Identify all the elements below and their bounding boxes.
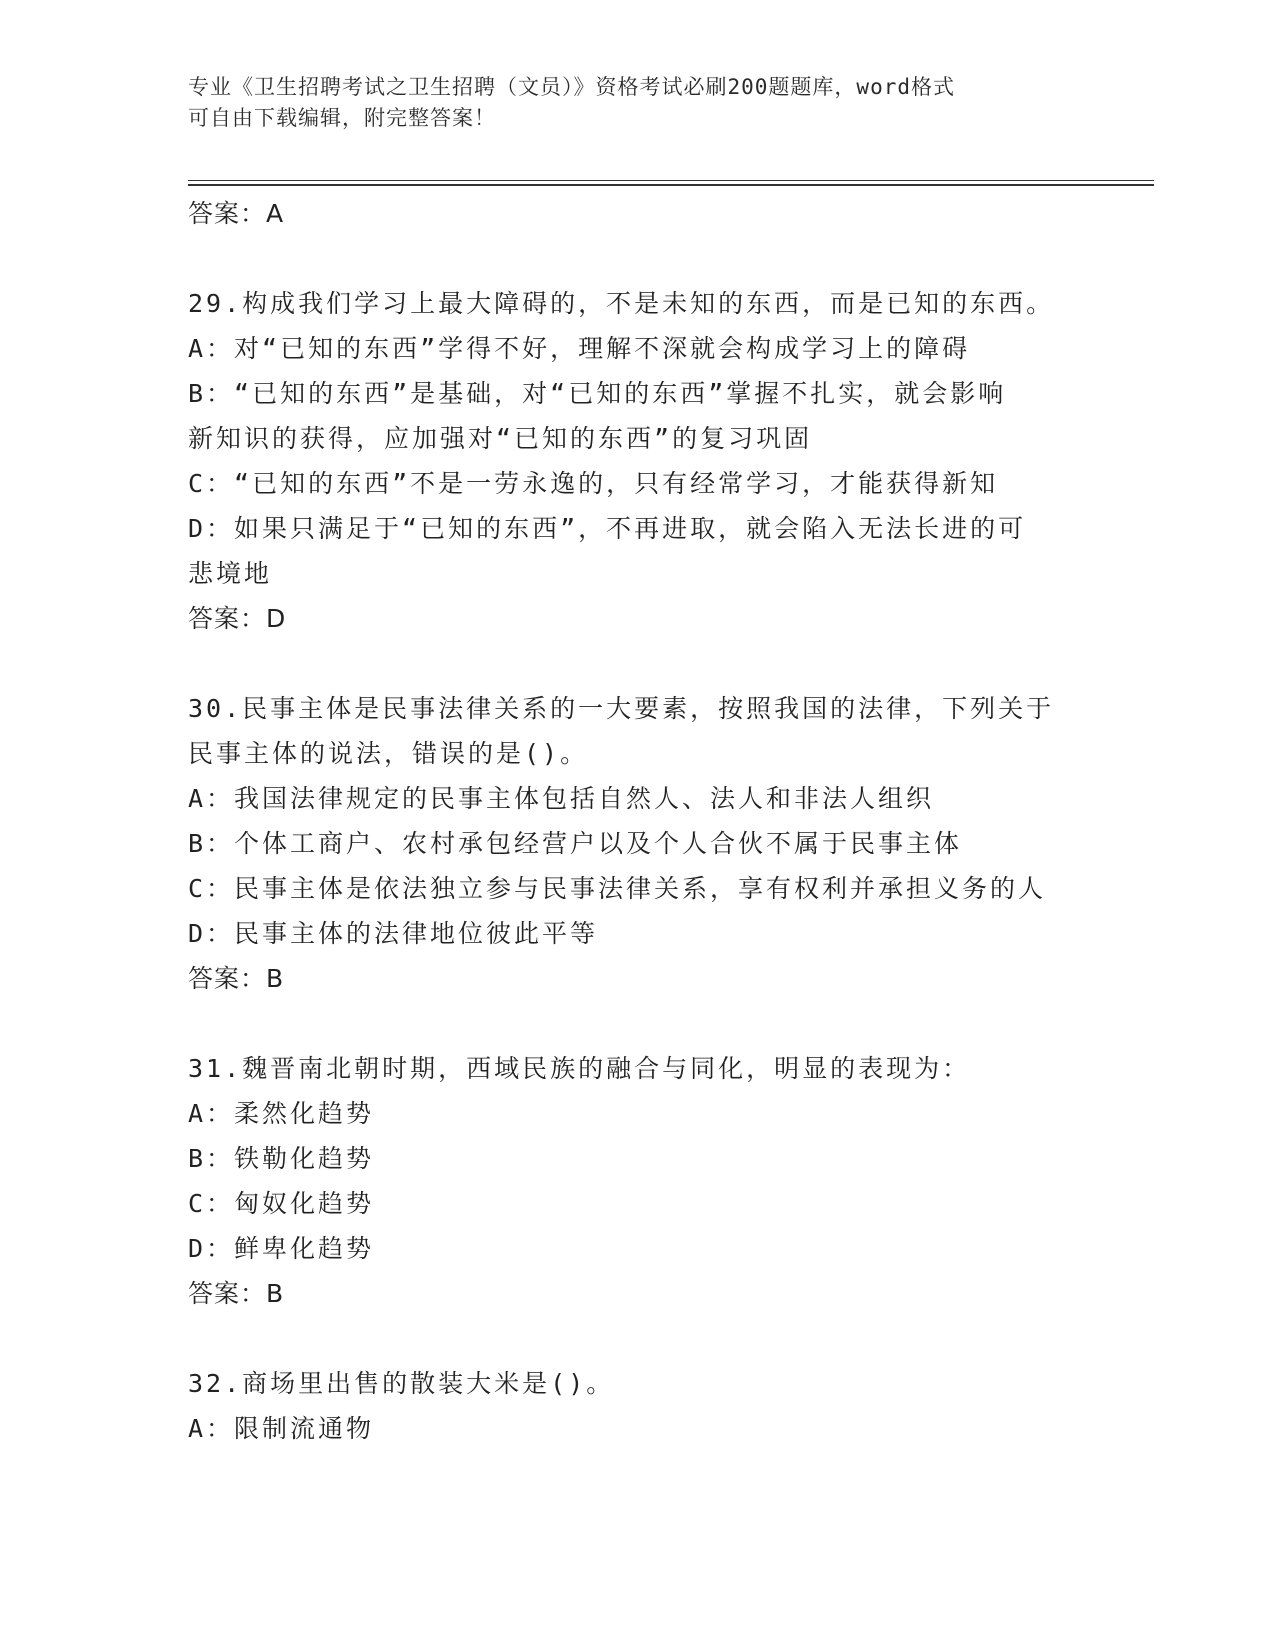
option-a: A：柔然化趋势 (188, 1099, 375, 1128)
header-divider-thick (188, 184, 1154, 186)
spacer (188, 1001, 1078, 1046)
option-a: A：限制流通物 (188, 1414, 375, 1443)
question-stem: 29.构成我们学习上最大障碍的，不是未知的东西，而是已知的东西。 (188, 289, 1055, 318)
option-d: D：鲜卑化趋势 (188, 1234, 375, 1263)
option-c: C：民事主体是依法独立参与民事法律关系，享有权利并承担义务的人 (188, 874, 1047, 903)
option-a: A：对“已知的东西”学得不好，理解不深就会构成学习上的障碍 (188, 334, 971, 363)
option-d-continued: 悲境地 (188, 559, 273, 588)
question-stem: 30.民事主体是民事法律关系的一大要素，按照我国的法律，下列关于 (188, 694, 1055, 723)
option-d: D：如果只满足于“已知的东西”，不再进取，就会陷入无法长进的可 (188, 514, 1027, 543)
option-b-continued: 新知识的获得，应加强对“已知的东西”的复习巩固 (188, 424, 813, 453)
spacer (188, 641, 1078, 686)
question-29 (188, 281, 1078, 641)
question-list (188, 191, 1078, 1451)
header-line-2: 可自由下载编辑，附完整答案！ (188, 106, 496, 130)
option-b: B：个体工商户、农村承包经营户以及个人合伙不属于民事主体 (188, 829, 963, 858)
answer: 答案：D (188, 604, 287, 633)
question-30 (188, 686, 1078, 1001)
answer: 答案：B (188, 964, 285, 993)
option-b: B：铁勒化趋势 (188, 1144, 375, 1173)
question-stem: 32.商场里出售的散装大米是()。 (188, 1369, 615, 1398)
option-d: D：民事主体的法律地位彼此平等 (188, 919, 599, 948)
question-stem: 31.魏晋南北朝时期，西域民族的融合与同化，明显的表现为： (188, 1054, 971, 1083)
answer: 答案：B (188, 1279, 285, 1308)
document-header (188, 72, 1068, 134)
option-c: C：匈奴化趋势 (188, 1189, 375, 1218)
option-c: C：“已知的东西”不是一劳永逸的，只有经常学习，才能获得新知 (188, 469, 999, 498)
question-31 (188, 1046, 1078, 1316)
option-a: A：我国法律规定的民事主体包括自然人、法人和非法人组织 (188, 784, 935, 813)
spacer (188, 1316, 1078, 1361)
header-divider-thin (188, 180, 1154, 181)
question-stem-continued: 民事主体的说法，错误的是()。 (188, 739, 589, 768)
spacer (188, 236, 1078, 281)
header-line-1: 专业《卫生招聘考试之卫生招聘（文员）》资格考试必刷200题题库，word格式 (188, 75, 955, 99)
option-b: B：“已知的东西”是基础，对“已知的东西”掌握不扎实，就会影响 (188, 379, 1007, 408)
previous-answer: 答案：A (188, 199, 285, 228)
question-32 (188, 1361, 1078, 1451)
